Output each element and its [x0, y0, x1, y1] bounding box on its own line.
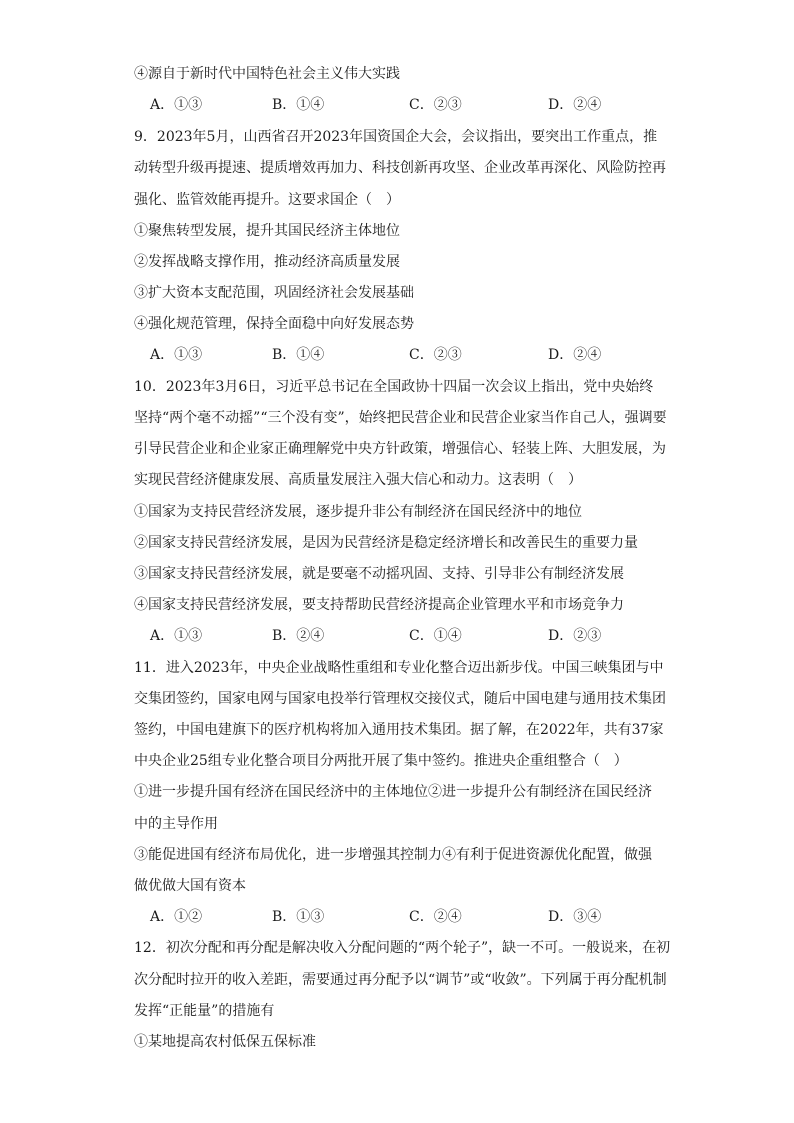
q9-option-a[interactable]: A．①③	[150, 347, 203, 363]
q11-item-line-3: ③能促进国有经济布局优化，进一步增强其控制力④有利于促进资源优化配置，做强	[134, 847, 652, 863]
q10-options	[150, 626, 670, 646]
q12-stem-line-1: 12．初次分配和再分配是解决收入分配问题的“两个轮子”，缺一不可。一般说来，在初	[134, 940, 671, 956]
q12-stem-line-3: 发挥“正能量”的措施有	[134, 1003, 275, 1019]
q10-stem-line-3: 引导民营企业和企业家正确理解党中央方针政策，增强信心、轻装上阵、大胆发展，为	[134, 441, 666, 457]
q12-stem-line-2: 次分配时拉开的收入差距，需要通过再分配予以“调节”或“收敛”。下列属于再分配机制	[134, 972, 667, 988]
q8-item-4: ④源自于新时代中国特色社会主义伟大实践	[134, 66, 400, 82]
q10-option-a[interactable]: A．①③	[150, 628, 203, 644]
q11-item-line-4: 做优做大国有资本	[134, 878, 246, 894]
q11-option-d[interactable]: D．③④	[548, 909, 602, 925]
q11-stem-line-3: 签约，中国电建旗下的医疗机构将加入通用技术集团。据了解，在2022年，共有37家	[134, 722, 664, 738]
q11-item-line-1: ①进一步提升国有经济在国民经济中的主体地位②进一步提升公有制经济在国民经济	[134, 784, 652, 800]
q9-option-c[interactable]: C．②③	[409, 347, 462, 363]
q10-stem-line-2: 坚持“两个毫不动摇”“三个没有变”，始终把民营企业和民营企业家当作自己人，强调要	[134, 410, 667, 426]
q11-stem-line-4: 中央企业25组专业化整合项目分两批开展了集中签约。推进央企重组整合（ ）	[134, 753, 628, 769]
q11-option-a[interactable]: A．①②	[150, 909, 203, 925]
q10-stem-line-1: 10．2023年3月6日，习近平总书记在全国政协十四届一次会议上指出，党中央始终	[134, 379, 654, 395]
q9-stem-line-1: 9．2023年5月，山西省召开2023年国资国企大会，会议指出，要突出工作重点，推	[134, 129, 658, 145]
q11-option-c[interactable]: C．②④	[409, 909, 462, 925]
q10-item-1: ①国家为支持民营经济发展，逐步提升非公有制经济在国民经济中的地位	[134, 504, 582, 520]
q9-stem-line-2: 动转型升级再提速、提质增效再加力、科技创新再攻坚、企业改革再深化、风险防控再	[134, 160, 666, 176]
q12-item-1: ①某地提高农村低保五保标准	[134, 1034, 316, 1050]
q9-option-b[interactable]: B．①④	[272, 347, 325, 363]
q9-stem-line-3: 强化、监管效能再提升。这要求国企（ ）	[134, 192, 400, 208]
q9-item-3: ③扩大资本支配范围，巩固经济社会发展基础	[134, 285, 414, 301]
q8-option-a[interactable]: A．①③	[150, 97, 203, 113]
q11-item-line-2: 中的主导作用	[134, 816, 218, 832]
q8-option-d[interactable]: D．②④	[548, 97, 602, 113]
q11-stem-line-2: 交集团签约，国家电网与国家电投举行管理权交接仪式，随后中国电建与通用技术集团	[134, 691, 666, 707]
q10-item-4: ④国家支持民营经济发展，要支持帮助民营经济提高企业管理水平和市场竞争力	[134, 597, 624, 613]
q10-option-c[interactable]: C．①④	[409, 628, 462, 644]
q8-option-c[interactable]: C．②③	[409, 97, 462, 113]
q10-option-d[interactable]: D．②③	[548, 628, 602, 644]
q10-stem-line-4: 实现民营经济健康发展、高质量发展注入强大信心和动力。这表明（ ）	[134, 472, 582, 488]
q11-option-b[interactable]: B．①③	[272, 909, 325, 925]
q9-item-2: ②发挥战略支撑作用，推动经济高质量发展	[134, 254, 400, 270]
q8-option-b[interactable]: B．①④	[272, 97, 325, 113]
q10-item-2: ②国家支持民营经济发展，是因为民营经济是稳定经济增长和改善民生的重要力量	[134, 535, 638, 551]
q11-stem-line-1: 11．进入2023年，中央企业战略性重组和专业化整合迈出新步伐。中国三峡集团与中	[134, 660, 664, 676]
q11-options	[150, 907, 670, 927]
q8-options	[150, 95, 670, 115]
q10-item-3: ③国家支持民营经济发展，就是要毫不动摇巩固、支持、引导非公有制经济发展	[134, 566, 624, 582]
q10-option-b[interactable]: B．②④	[272, 628, 325, 644]
q9-item-1: ①聚焦转型发展，提升其国民经济主体地位	[134, 223, 400, 239]
q9-options	[150, 345, 670, 365]
q9-item-4: ④强化规范管理，保持全面稳中向好发展态势	[134, 316, 414, 332]
q9-option-d[interactable]: D．②④	[548, 347, 602, 363]
